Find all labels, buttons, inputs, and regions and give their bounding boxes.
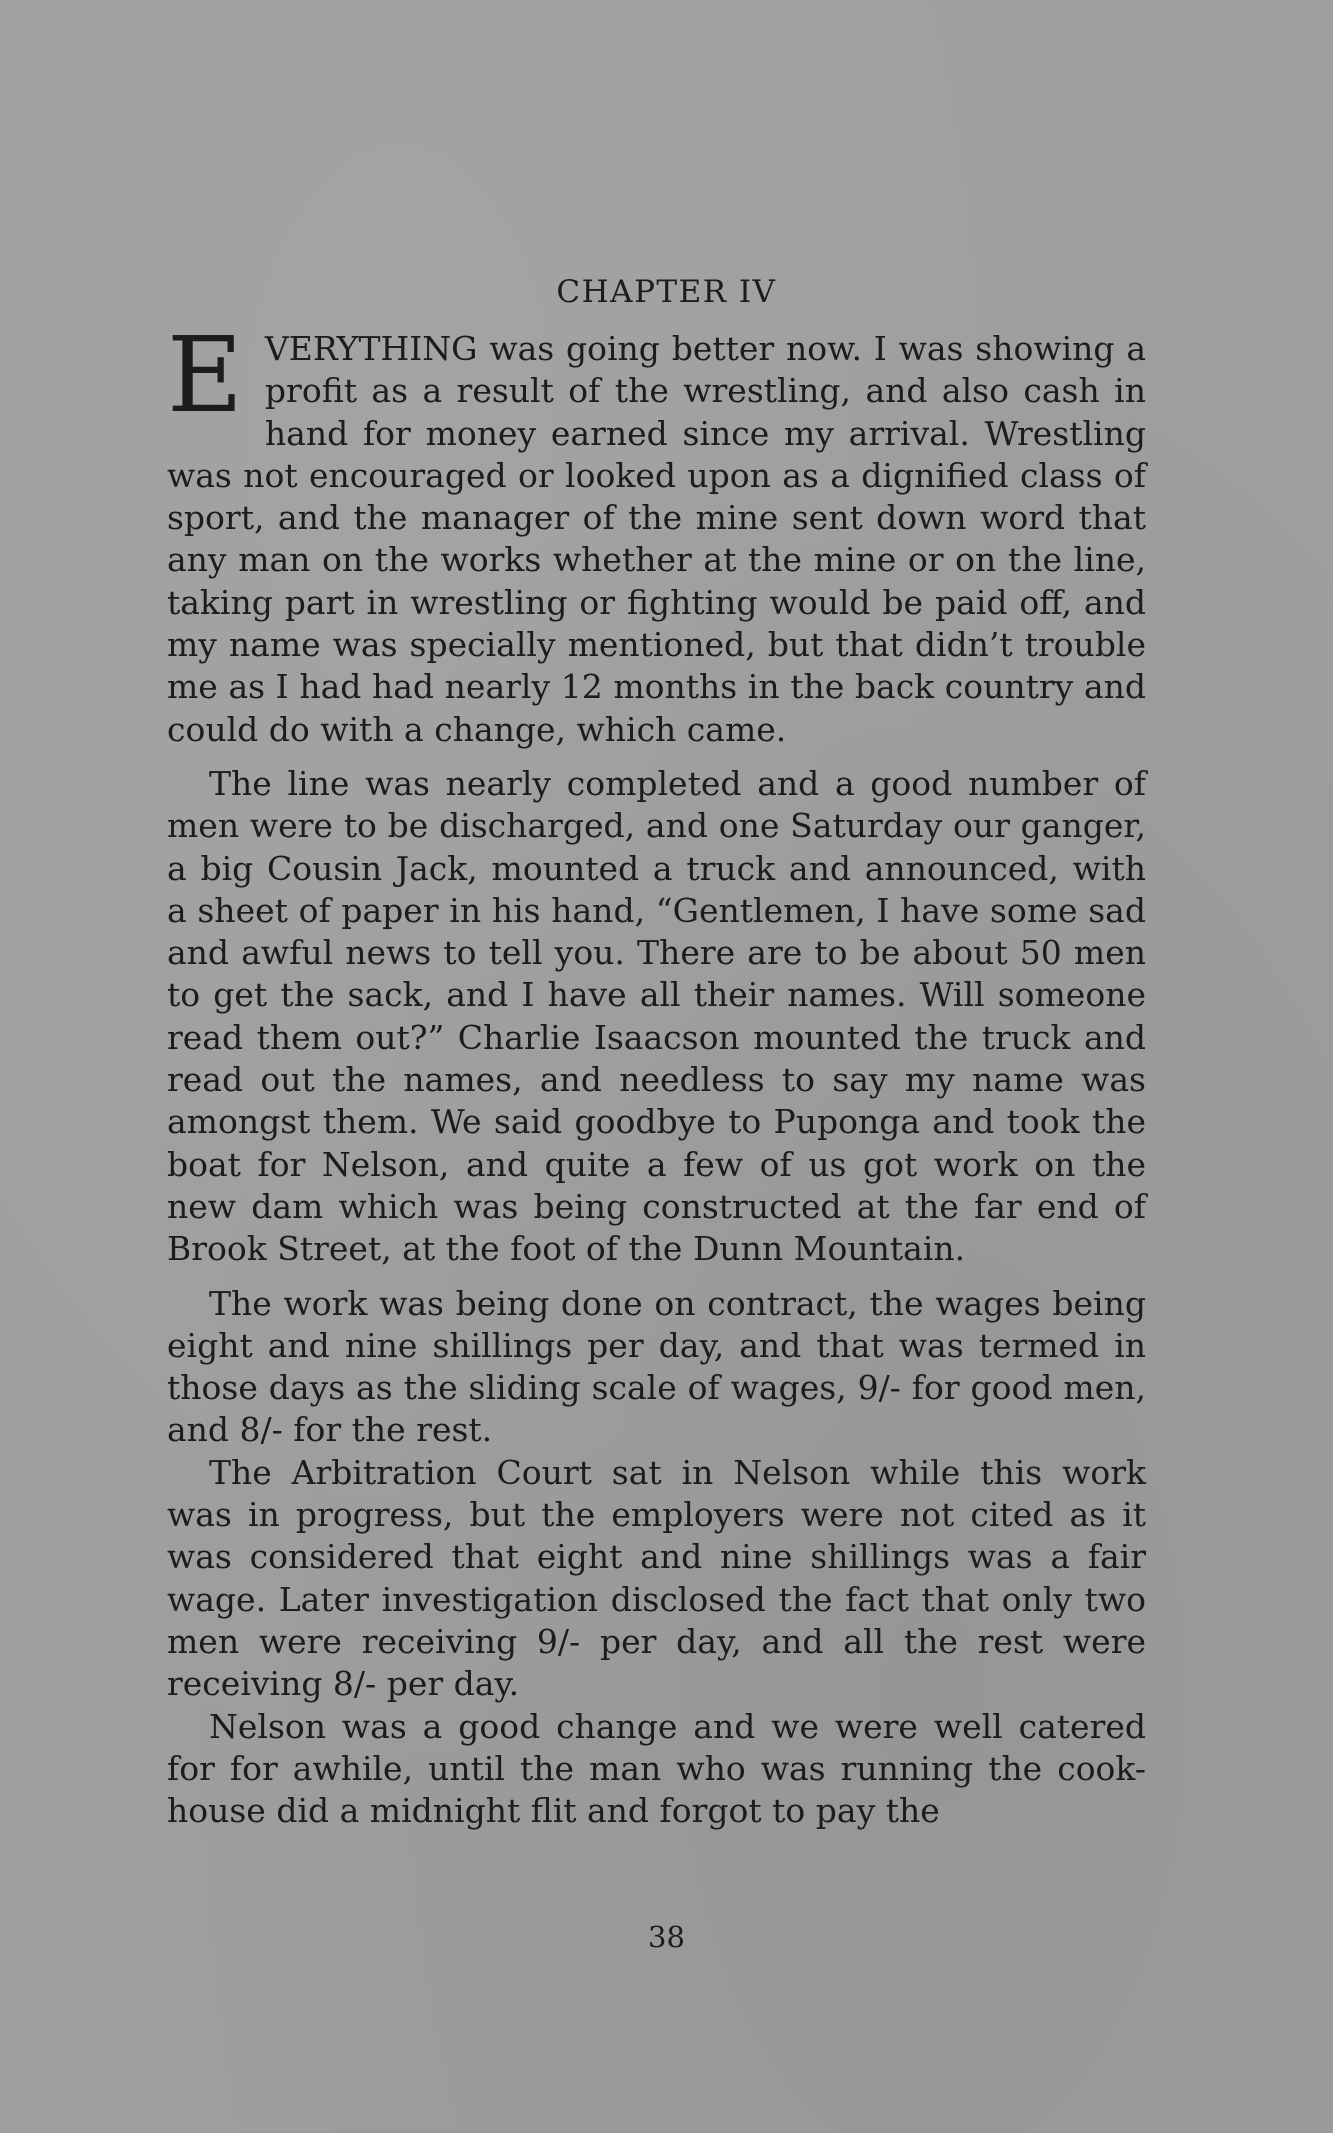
body-text (167, 314, 1146, 1832)
chapter-title: CHAPTER IV (556, 274, 777, 310)
page-number: 38 (648, 1920, 685, 1954)
paragraph-5: Nelson was a good change and we were well catered for for awhile, until the man who was running the cook-house did a midnight flit and forgot to pay the (167, 1706, 1146, 1831)
drop-cap: E (167, 314, 243, 436)
paragraph-4: The Arbitration Court sat in Nelson while this work was in progress, but the employers were not cited as it was considered that eight and nine shillings was a fair wage. Later investigation disclosed the fact that only two men were receiving 9/- per day, and all the rest were receiving 8/- per day. (167, 1452, 1146, 1704)
paragraph-1-text: VERYTHING was going better now. I was showing a profit as a result of the wrestling, and also cash in hand for money earned since my arrival. Wrestling was not encouraged or looked upon as a dignified class of sport, and the manager of the mine sent down word that any man on the works whether at the mine or on the line, taking part in wrestling or fighting would be paid off, and my name was specially mentioned, but that didn’t trouble me as I had had nearly 12 months in the back country and could do with a change, which came. (167, 329, 1146, 749)
paragraph-2: The line was nearly completed and a good number of men were to be discharged, and one Saturday our ganger, a big Cousin Jack, mounted a truck and announced, with a sheet of paper in his hand, “Gentlemen, I have some sad and awful news to tell you. There are to be about 50 men to get the sack, and I have all their names. Will someone read them out?” Charlie Isaacson mounted the truck and read out the names, and needless to say my name was amongst them. We said goodbye to Puponga and took the boat for Nelson, and quite a few of us got work on the new dam which was being constructed at the far end of Brook Street, at the foot of the Dunn Mountain. (167, 763, 1146, 1269)
paragraph-1 (167, 314, 1146, 751)
paragraph-3: The work was being done on contract, the wages being eight and nine shillings per day, and that was termed in those days as the sliding scale of wages, 9/- for good men, and 8/- for the rest. (167, 1283, 1146, 1450)
